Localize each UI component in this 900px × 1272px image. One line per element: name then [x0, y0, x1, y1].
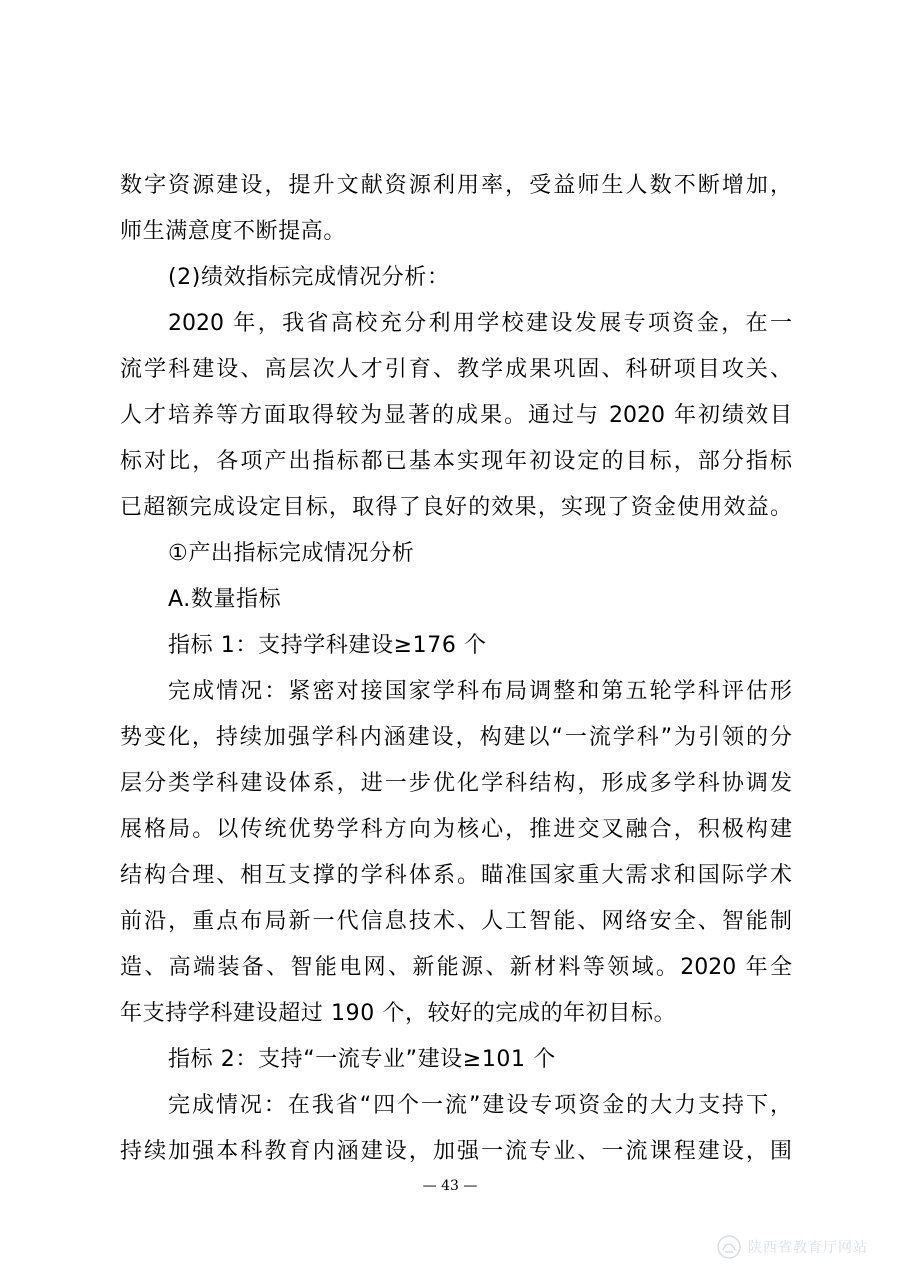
text-line: 年支持学科建设超过 190 个，较好的完成的年初目标。 [120, 1001, 677, 1026]
text-line: 持续加强本科教育内涵建设，加强一流专业、一流课程建设，围 [120, 1139, 792, 1164]
text-line: 层分类学科建设体系，进一步优化学科结构，形成多学科协调发 [120, 771, 792, 796]
document-body [120, 163, 792, 1175]
indicator-heading: 指标 2：支持“一流专业”建设≥101 个 [168, 1047, 556, 1072]
text-line: 流学科建设、高层次人才引育、教学成果巩固、科研项目攻关、 [120, 357, 792, 382]
text-line: 势变化，持续加强学科内涵建设，构建以“一流学科”为引领的分 [120, 725, 792, 750]
text-line: 师生满意度不断提高。 [120, 219, 347, 244]
text-line: 人才培养等方面取得较为显著的成果。通过与 2020 年初绩效目 [120, 403, 792, 428]
text-line: 数字资源建设，提升文献资源利用率，受益师生人数不断增加， [120, 173, 792, 198]
indicator-heading: 指标 1：支持学科建设≥176 个 [168, 633, 487, 658]
text-line: 造、高端装备、智能电网、新能源、新材料等领域。2020 年全 [120, 955, 792, 980]
text-line: 前沿，重点布局新一代信息技术、人工智能、网络安全、智能制 [120, 909, 792, 934]
watermark-text: 陕西省教育厅网站 [748, 1240, 868, 1256]
text-line: 已超额完成设定目标，取得了良好的效果，实现了资金使用效益。 [120, 495, 792, 520]
text-line: 标对比，各项产出指标都已基本实现年初设定的目标，部分指标 [120, 449, 792, 474]
watermark-logo-icon [716, 1234, 742, 1260]
subsection-heading: ①产出指标完成情况分析 [168, 541, 415, 566]
text-line: 展格局。以传统优势学科方向为核心，推进交叉融合，积极构建 [120, 817, 792, 842]
watermark [716, 1232, 896, 1262]
section-heading: (2)绩效指标完成情况分析： [168, 265, 450, 290]
subsection-heading: A.数量指标 [168, 587, 282, 612]
text-line: 完成情况：在我省“四个一流”建设专项资金的大力支持下， [168, 1093, 792, 1118]
text-line: 结构合理、相互支撑的学科体系。瞄准国家重大需求和国际学术 [120, 863, 792, 888]
text-line: 2020 年，我省高校充分利用学校建设发展专项资金，在一 [168, 311, 792, 336]
page-number: — 43 — [422, 1178, 478, 1194]
text-line: 完成情况：紧密对接国家学科布局调整和第五轮学科评估形 [168, 679, 792, 704]
